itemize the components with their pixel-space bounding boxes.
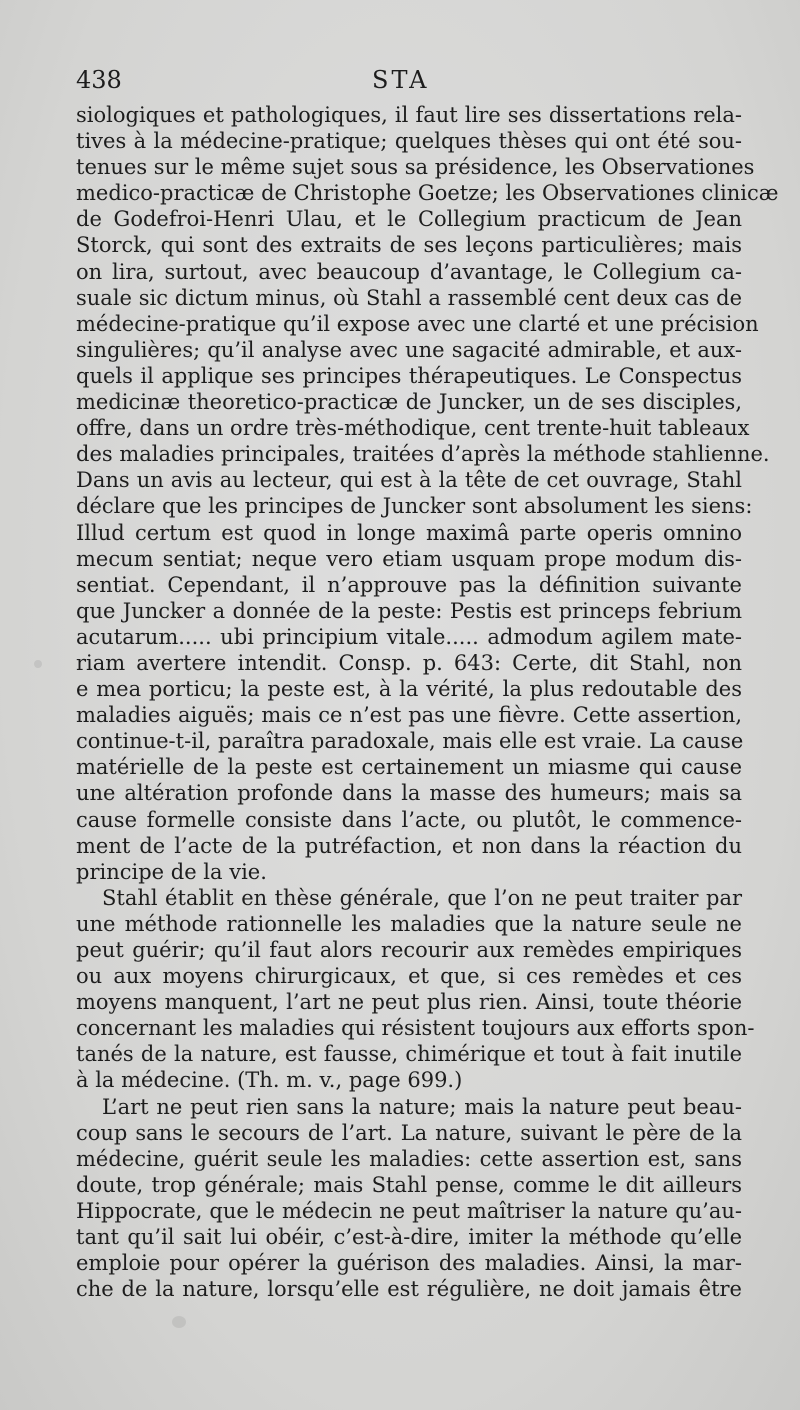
text-line: offre, dans un ordre très-méthodique, cent trente-huit tableaux <box>76 416 750 441</box>
text-line: acutarum..... ubi principium vitale..... admodum agilem mate- <box>76 624 742 649</box>
text-line: L’art ne peut rien sans la nature; mais la nature peut beau- <box>102 1094 742 1119</box>
text-line: doute, trop générale; mais Stahl pense, comme le dit ailleurs <box>76 1172 742 1197</box>
text-line: tenues sur le même sujet sous sa présidence, les Observationes <box>76 155 755 180</box>
text-line: matérielle de la peste est certainement un miasme qui cause <box>76 755 742 780</box>
text-line: une altération profonde dans la masse des humeurs; mais sa <box>76 781 742 806</box>
text-line: une méthode rationnelle les maladies que la nature seule ne <box>76 911 742 936</box>
text-line: tanés de la nature, est fausse, chimérique et tout à fait inutile <box>76 1042 742 1067</box>
text-line: cause formelle consiste dans l’acte, ou plutôt, le commence- <box>76 807 742 832</box>
paper-stain <box>34 660 42 668</box>
text-line: à la médecine. (Th. m. v., page 699.) <box>76 1068 463 1093</box>
text-line: on lira, surtout, avec beaucoup d’avantage, le Collegium ca- <box>76 259 742 284</box>
body-text <box>76 102 779 1302</box>
text-line: que Juncker a donnée de la peste: Pestis est princeps febrium <box>76 598 742 623</box>
paper-stain <box>172 1316 186 1328</box>
text-line: déclare que les principes de Juncker sont absolument les siens: <box>76 494 753 519</box>
text-line: medicinæ theoretico-practicæ de Juncker, un de ses disciples, <box>76 390 742 415</box>
text-line: emploie pour opérer la guérison des maladies. Ainsi, la mar- <box>76 1251 742 1276</box>
text-line: quels il applique ses principes thérapeutiques. Le Conspectus <box>76 363 742 388</box>
text-line: peut guérir; qu’il faut alors recourir aux remèdes empiriques <box>76 938 742 962</box>
text-line: Illud certum est quod in longe maximâ parte operis omnino <box>76 520 742 545</box>
text-line: che de la nature, lorsqu’elle est régulière, ne doit jamais être <box>76 1277 742 1302</box>
text-line: sentiat. Cependant, il n’approuve pas la définition suivante <box>76 572 742 597</box>
text-line: principe de la vie. <box>76 859 267 884</box>
text-line: siologiques et pathologiques, il faut lire ses dissertations rela- <box>76 103 742 127</box>
text-line: coup sans le secours de l’art. La nature, suivant le père de la <box>76 1120 742 1145</box>
text-line: riam avertere intendit. Consp. p. 643: Certe, dit Stahl, non <box>76 650 742 675</box>
text-line: Storck, qui sont des extraits de ses leçons particulières; mais <box>76 233 742 258</box>
text-line: Stahl établit en thèse générale, que l’on ne peut traiter par <box>102 885 742 910</box>
text-line: tives à la médecine-pratique; quelques thèses qui ont été sou- <box>76 129 742 154</box>
page-number: 438 <box>76 66 122 94</box>
text-line: e mea porticu; la peste est, à la vérité, la plus redoutable des <box>76 677 742 702</box>
text-line: mecum sentiat; neque vero etiam usquam prope modum dis- <box>76 546 742 571</box>
text-line: de Godefroi-Henri Ulau, et le Collegium practicum de Jean <box>76 207 742 232</box>
text-line: maladies aiguës; mais ce n’est pas une fièvre. Cette assertion, <box>76 703 742 728</box>
text-line: médecine, guérit seule les maladies: cette assertion est, sans <box>76 1146 742 1171</box>
text-line: médecine-pratique qu’il expose avec une clarté et une précision <box>76 311 759 336</box>
text-line: des maladies principales, traitées d’après la méthode stahlienne. <box>76 442 770 467</box>
text-line: ou aux moyens chirurgicaux, et que, si ces remèdes et ces <box>76 964 742 989</box>
text-line: medico-practicæ de Christophe Goetze; les Observationes clinicæ <box>76 181 779 206</box>
text-line: tant qu’il sait lui obéir, c’est-à-dire, imiter la méthode qu’elle <box>76 1225 742 1250</box>
running-head <box>76 66 736 100</box>
text-line: ment de l’acte de la putréfaction, et non dans la réaction du <box>76 833 742 858</box>
text-line: concernant les maladies qui résistent toujours aux efforts spon- <box>76 1016 755 1041</box>
text-line: Dans un avis au lecteur, qui est à la tête de cet ouvrage, Stahl <box>76 468 742 493</box>
text-line: singulières; qu’il analyse avec une sagacité admirable, et aux- <box>76 337 742 362</box>
running-title: STA <box>372 66 430 94</box>
text-line: Hippocrate, que le médecin ne peut maîtriser la nature qu’au- <box>76 1198 742 1223</box>
text-line: continue-t-il, paraîtra paradoxale, mais elle est vraie. La cause <box>76 729 744 754</box>
text-line: suale sic dictum minus, où Stahl a rassemblé cent deux cas de <box>76 285 742 310</box>
text-line: moyens manquent, l’art ne peut plus rien. Ainsi, toute théorie <box>76 990 742 1015</box>
